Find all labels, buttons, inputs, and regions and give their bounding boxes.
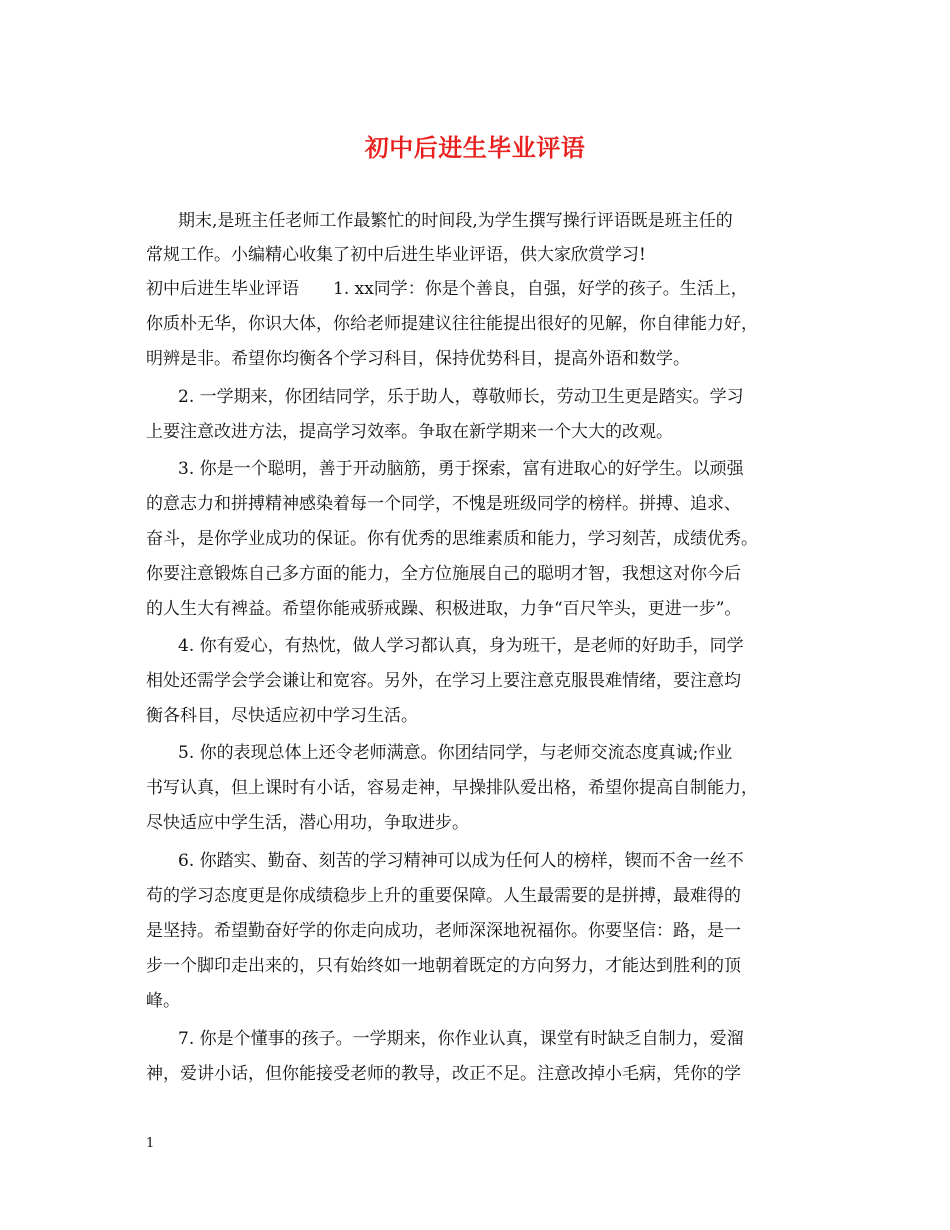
- text-line: 初中后进生毕业评语 1. xx同学：你是个善良，自强，好学的孩子。生活上，: [146, 279, 748, 299]
- text-line: 你质朴无华，你识大体，你给老师提建议往往能提出很好的见解，你自律能力好，: [146, 314, 758, 334]
- text-line: 4. 你有爱心，有热忱，做人学习都认真，身为班干，是老师的好助手，同学: [178, 636, 744, 656]
- text-line: 步一个脚印走出来的，只有始终如一地朝着既定的方向努力，才能达到胜利的顶: [146, 956, 741, 976]
- document-title: 初中后进生毕业评语: [364, 133, 586, 162]
- text-line: 明辨是非。希望你均衡各个学习科目，保持优势科目，提高外语和数学。: [146, 349, 690, 369]
- text-line: 的意志力和拼搏精神感染着每一个同学，不愧是班级同学的榜样。拼搏、追求、: [146, 494, 741, 514]
- text-line: 你要注意锻炼自己多方面的能力，全方位施展自己的聪明才智，我想这对你今后: [146, 564, 741, 584]
- text-line: 峰。: [146, 991, 180, 1011]
- text-line: 6. 你踏实、勤奋、刻苦的学习精神可以成为任何人的榜样，锲而不舍一丝不: [178, 851, 744, 871]
- text-line: 是坚持。希望勤奋好学的你走向成功，老师深深地祝福你。你要坚信：路，是一: [146, 921, 741, 941]
- text-line: 常规工作。小编精心收集了初中后进生毕业评语，供大家欣赏学习!: [146, 245, 646, 265]
- text-line: 书写认真，但上课时有小话，容易走神，早操排队爱出格，希望你提高自制能力，: [146, 778, 758, 798]
- text-line: 5. 你的表现总体上还令老师满意。你团结同学，与老师交流态度真诚;作业: [178, 743, 733, 763]
- text-line: 2. 一学期来，你团结同学，乐于助人，尊敬师长，劳动卫生更是踏实。学习: [178, 387, 744, 407]
- text-line: 7. 你是个懂事的孩子。一学期来，你作业认真，课堂有时缺乏自制力，爱溜: [178, 1029, 744, 1049]
- text-line: 的人生大有裨益。希望你能戒骄戒躁、积极进取，力争“百尺竿头，更进一步”。: [146, 599, 742, 619]
- text-line: 苟的学习态度更是你成绩稳步上升的重要保障。人生最需要的是拼搏，最难得的: [146, 886, 741, 906]
- text-line: 上要注意改进方法，提高学习效率。争取在新学期来一个大大的改观。: [146, 422, 673, 442]
- text-line: 3. 你是一个聪明，善于开动脑筋，勇于探索，富有进取心的好学生。以顽强: [178, 459, 744, 479]
- text-line: 期末,是班主任老师工作最繁忙的时间段,为学生撰写操行评语既是班主任的: [178, 211, 733, 231]
- text-line: 奋斗，是你学业成功的保证。你有优秀的思维素质和能力，学习刻苦，成绩优秀。: [146, 529, 758, 549]
- text-line: 神，爱讲小话，但你能接受老师的教导，改正不足。注意改掉小毛病，凭你的学: [146, 1064, 741, 1084]
- text-line: 尽快适应中学生活，潜心用功，争取进步。: [146, 813, 469, 833]
- text-line: 衡各科目，尽快适应初中学习生活。: [146, 706, 418, 726]
- text-line: 相处还需学会学会谦让和宽容。另外，在学习上要注意克服畏难情绪，要注意均: [146, 671, 741, 691]
- page-number: 1: [146, 1136, 155, 1151]
